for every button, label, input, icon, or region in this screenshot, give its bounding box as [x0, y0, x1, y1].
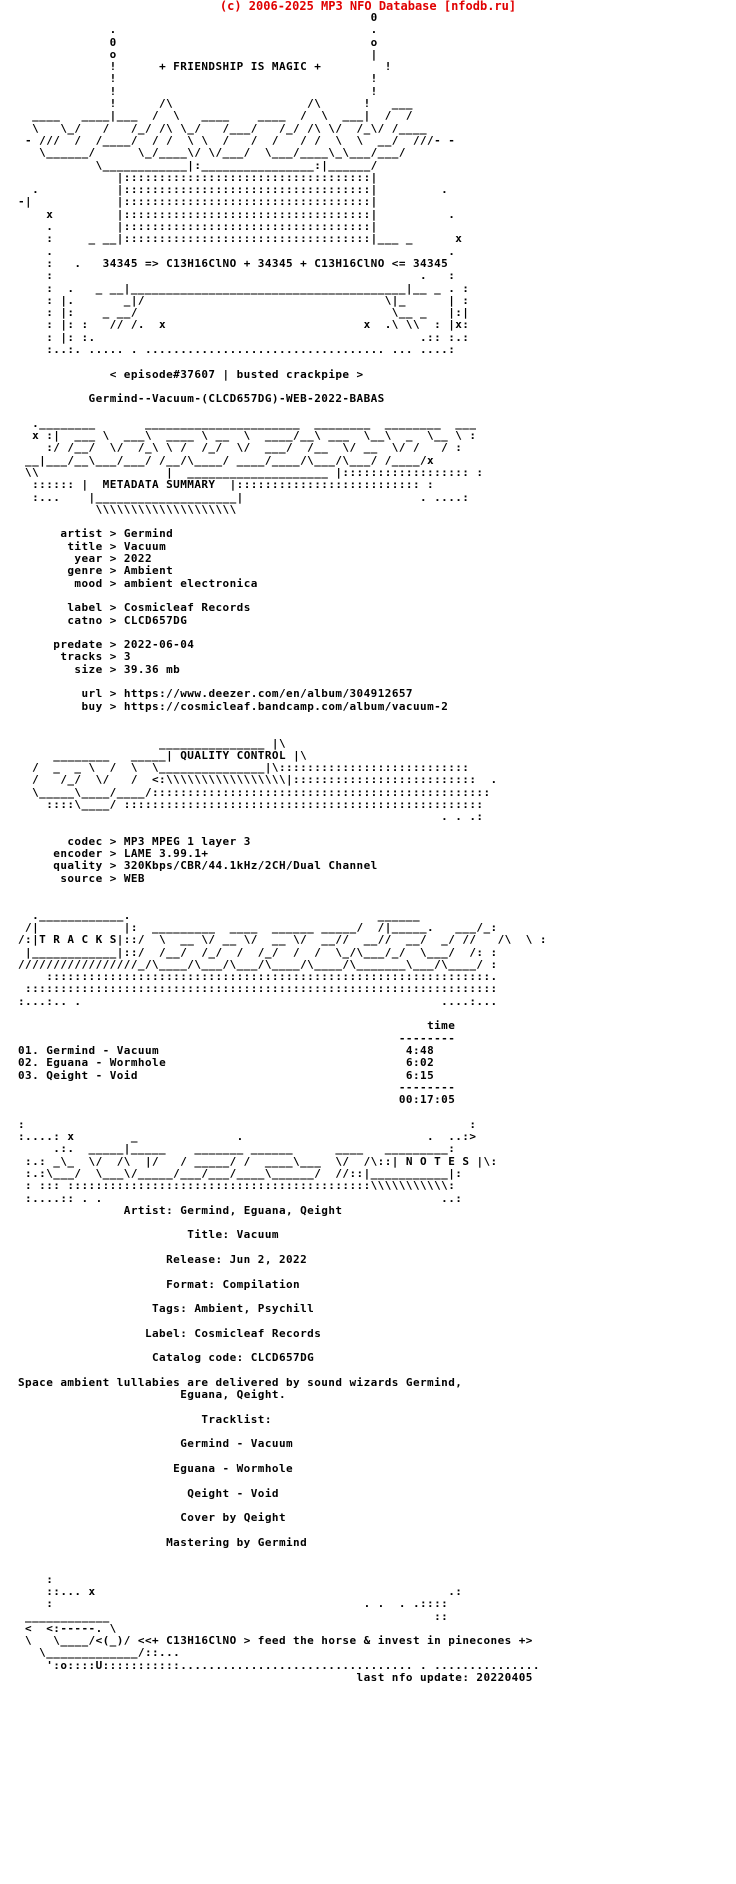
ascii-art: 0 . . 0 o o | — [109, 11, 378, 61]
codec-value: MP3 MPEG 1 layer 3 — [123, 834, 251, 848]
quality-title: QUALITY CONTROL — [180, 748, 287, 762]
ascii-art: .____________. ______ /| |: _________ ____ ______ _____/ /|_____. ___/_: /:| — [18, 908, 498, 947]
genre-value: Ambient — [123, 564, 174, 578]
episode-line: < episode#37607 | busted crackpipe > — [109, 367, 364, 381]
note-line: Artist: Germind, Eguana, Qeight — [123, 1203, 343, 1217]
note-line: Qeight - Void — [187, 1486, 279, 1500]
note-line: Label: Cosmicleaf Records — [144, 1326, 322, 1340]
note-line: Cover by Qeight — [180, 1511, 287, 1525]
url-value: https://www.deezer.com/en/album/304912657 — [123, 687, 413, 701]
label-value: Cosmicleaf Records — [123, 601, 251, 615]
title-value: Vacuum — [123, 539, 167, 553]
note-line: Catalog code: CLCD657DG — [152, 1351, 315, 1365]
quality-value: 320Kbps/CBR/44.1kHz/2CH/Dual Channel — [123, 859, 378, 873]
ascii-art: .________ ______________________ ________ ________ ___ x :| ___ \ ___\ ____ \ __ \ ____/__\ ___ \__\ _ \__ \ : :/ /__/ \/ /_\ \ / /_/ \/ ___/ /__ \/ __ \/ / / : __|___/__\___/___/ /__/\____/ ____/____/\___/\___/ /____/x \\ | ____________________ |:::::::::::::::::: : — [25, 416, 484, 479]
catno-value: CLCD657DG — [123, 613, 188, 627]
ascii-art: |____________|::/ /__/ /_/ / /_/ / / \_/\___/_/ \___/ /: : /////////////////_/\____/\___/\___/\____/\____/\_______\___/\____/ : :::::::::::::::::::::::::::::::::::::::::::::::::::::::::::::::. ::::::::::::::::::::::::::::::::::::::::::::::::::::::::::::::::::: :...:.. . ....:... — [18, 945, 498, 1008]
label-label: label — [67, 601, 103, 615]
artist-value: Germind — [123, 527, 174, 541]
tagline: + FRIENDSHIP IS MAGIC + — [159, 60, 322, 74]
ascii-art: \_____________/::... ':o::::U:::::::::::................................. . ............... — [39, 1646, 540, 1672]
genre-label: genre — [67, 564, 103, 578]
track-row — [18, 1044, 434, 1057]
track-number: 03. — [18, 1068, 40, 1082]
track-row — [18, 1056, 434, 1069]
size-value: 39.36 mb — [123, 662, 181, 676]
size-label: size — [74, 662, 103, 676]
track-time: 6:02 — [405, 1056, 435, 1070]
note-line: Germind - Vacuum — [180, 1437, 294, 1451]
tracks-title: T R A C K S — [39, 933, 117, 947]
year-label: year — [74, 552, 103, 566]
track-time: 6:15 — [405, 1068, 435, 1082]
track-number: 01. — [18, 1043, 40, 1057]
ascii-art: : : :....: x _ . . ..:> .:. _____|_____ _______ ______ ____ _________: :.: _\_ \/ /\ |/ / _____/ / ____\___ \/ /\::| — [18, 1117, 477, 1168]
note-line: Format: Compilation — [166, 1277, 301, 1291]
year-value: 2022 — [123, 552, 153, 566]
tracks-value: 3 — [123, 650, 131, 664]
ascii-art: : . : : . _ __|_______________________________________|__ _ . : : |. _|/ \|_ | : : |: _ __/ \__ _ |:| : |: : // /. x x .\ \\ : |x: : |: :. .:: :.: :..:. ..... . .................................. ... ....: — [46, 269, 470, 357]
artist-label: artist — [60, 527, 103, 541]
buy-value: https://cosmicleaf.bandcamp.com/album/vacuum-2 — [123, 699, 449, 713]
formula-line: 34345 => C13H16ClNO + 34345 + C13H16ClNO <= 34345 — [102, 256, 449, 270]
mood-label: mood — [74, 576, 103, 590]
track-number: 02. — [18, 1056, 40, 1070]
source-label: source — [60, 871, 103, 885]
ascii-art: / _ _ \ / \ \_______________|\::::::::::::::::::::::::::: / /_/ \/ / <:\\\\\\\\\\\\\\\\\|:::::::::::::::::::::::::: . \_____\____/____/:::::::::::::::::::::::::::::::::::::::::::::::: ::::\____/ ::::::::::::::::::::::::::::::::::::::::::::::::::: . . .: — [32, 761, 498, 824]
note-line: Space ambient lullabies are delivered by sound wizards Germind, — [18, 1375, 463, 1389]
ascii-art: :.:\___/ \___\/_____/___/___/____\______/ //::|___________|: : ::: :::::::::::::::::::::::::::::::::::::::::::\\\\\\\\\\\: :....:: . . ..: — [25, 1166, 463, 1205]
note-line: Mastering by Germind — [166, 1535, 308, 1549]
ascii-art: ! ! ! ! ! /\ /\ ! ___ ____ ____|___ / \ ____ ____ / \ ___| / / \ \_/ / /_/ /\ \_/ /___/ /_/ /\ \/ /_\/ /____ - /// / /____/ / / \ \ / / / / / \ \ __/ ///- - \______/ \_/____\/ \/___/ \___/____\_\___/___/ \____________|:________________:|______/ |:::::::::::::::::::::::::::::::::::| . |:::::::::::::::::::::::::::::::::::| . -| |:::::::::::::::::::::::::::::::::::| x |:::::::::::::::::::::::::::::::::::| . . |:::::::::::::::::::::::::::::::::::| : _ __|:::::::::::::::::::::::::::::::::::|___ _ x . . — [18, 72, 463, 258]
buy-label: buy — [81, 699, 103, 713]
notes-title: N O T E S — [405, 1154, 470, 1168]
title-label: title — [67, 539, 103, 553]
track-name: Germind - Vacuum — [46, 1043, 160, 1057]
tracks-label: tracks — [60, 650, 103, 664]
note-line: Release: Jun 2, 2022 — [166, 1252, 308, 1266]
predate-label: predate — [53, 638, 103, 652]
codec-label: codec — [67, 834, 103, 848]
catno-label: catno — [67, 613, 103, 627]
note-line: Tags: Ambient, Psychill — [152, 1302, 315, 1316]
ascii-art: : ::... x .: : . . . .:::: ____________ :: < <:-----. \ — [25, 1572, 463, 1635]
time-header: time — [427, 1019, 456, 1033]
note-line: Eguana, Qeight. — [180, 1388, 287, 1402]
release-name: Germind--Vacuum-(CLCD657DG)-WEB-2022-BABAS — [88, 392, 385, 406]
mood-value: ambient electronica — [123, 576, 258, 590]
note-line: Tracklist: — [201, 1412, 272, 1426]
track-time: 4:48 — [405, 1043, 435, 1057]
footer-slogan: <<+ C13H16ClNO > feed the horse & invest in pinecones +> — [137, 1634, 533, 1648]
source-value: WEB — [123, 871, 145, 885]
predate-value: 2022-06-04 — [123, 638, 195, 652]
total-time: 00:17:05 — [398, 1093, 456, 1107]
ascii-art: :... |____________________| . ....: \\\\\\\\\\\\\\\\\\\\ — [32, 490, 470, 516]
track-name: Qeight - Void — [46, 1068, 138, 1082]
nfo-text: 0 . . 0 o o | ! + FRIENDSHIP IS MAGIC + ! ! ! ! ! ! /\ /\ ! ___ ____ ____|___ / \ ____ ____ / \ ___| / / \ \_/ / /_/ /\ \_/ /___/ /_/ /\ \/ /_\/ /____ - /// / /____/ / / \ \ / / / / / \ \ __/ ///- - \______/ \_/____\/ \/___/ \___/____\_\___/___/ \____________|:________________:|______/ |:::::::::::::::::::::::::::::::::::| . |:::::::::::::::::::::::::::::::::::| . -| |:::::::::::::::::::::::::::::::::::| x |:::::::::::::::::::::::::::::::::::| . . |:::::::::::::::::::::::::::::::::::| : _ __|:::::::::::::::::::::::::::::::::::|___ _ x . . : . 34345 => C13H16ClNO + 34345 + C13H16ClNO <= 34345 : . : : . _ __|_______________________________________|__ _ . : : |. _|/ \|_ | : : |: _ __/ \__ _ |:| : |: : // /. x x .\ \\ : |x: : |: :. .:: :.: :..:. ..... . .................................. ... ....: < episode#37607 | busted crackpipe > Germind--Vacuum-(CLCD657DG)-WEB-2022-BABAS .________ ______________________ ________ ________ ___ x :| ___ \ ___\ ____ \ __ \ ____/__\ ___ \__\ _ \__ \ : :/ /__/ \/ /_\ \ / /_/ \/ ___/ /__ \/ __ \/ / / : __|___/__\___/___/ /__/\____/ ____/____/\___/\___/ /____/x \\ | ____________________ |:::::::::::::::::: : :::::: | METADATA SUMMARY |:::::::::::::::::::::::::: : :... |____________________| . ....: \\\\\\\\\\\\\\\\\\\\ artist > Germind title > Vacuum year > 2022 genre > Ambient mood > ambient electronica label > Cosmicleaf Records catno > CLCD657DG predate > 2022-06-04 tracks > 3 size > 39.36 mb url > https://www.deezer.com/en/album/304912657 buy > https://cosmicleaf.bandcamp.com/album/vacuum-2 _______________ |\ ________ _____| QUALITY CONTROL |\ / _ _ \ / \ \_______________|\::::::::::::::::::::::::::: / /_/ \/ / <:\\\\\\\\\\\\\\\\\|:::::::::::::::::::::::::: . \_____\____/____/:::::::::::::::::::::::::::::::::::::::::::::::: ::::\____/ ::::::::::::::::::::::::::::::::::::::::::::::::::: . . .: codec > MP3 MPEG 1 layer 3 encoder > LAME 3.99.1+ quality > 320Kbps/CBR/44.1kHz/2CH/Dual Channel source > WEB .____________. ______ /| |: _________ ____ ______ _____/ /|_____. ___/_: /:|T R A C K S|::/ \ __ \/ __ \/ __ \/ __// __// __/ _/ // /\ \ : |____________|::/ /__/ /_/ / /_/ / / \_/\___/_/ \___/ /: : /////////////////_/\____/\___/\___/\____/\____/\_______\___/\____/ : :::::::::::::::::::::::::::::::::::::::::::::::::::::::::::::::. ::::::::::::::::::::::::::::::::::::::::::::::::::::::::::::::::::: :...:.. . ....:... time -------- 01. Germind - Vacuum 4:48 02. Eguana - Wormhole 6:02 03. Qeight - Void 6:15 -------- 00:17:05 : : :....: x _ . . ..:> .:. _____|_____ _______ ______ ____ _________: :.: _\_ \/ /\ |/ / _____/ / ____\___ \/ /\::| N O T E S |\: :.:\___/ \___\/_____/___/___/____\______/ //::|___________|: : ::: :::::::::::::::::::::::::::::::::::::::::::\\\\\\\\\\\: :....:: . . ..: Artist: Germind, Eguana, Qeight Title: Vacuum Release: Jun 2, 2022 Format: Compilation Tags: Ambient, Psychill Label: Cosmicleaf Records Catalog code: CLCD657DG Space ambient lullabies are delivered by sound wizards Germind, Eguana, Qeight. Tracklist: Germind - Vacuum Eguana - Wormhole Qeight - Void Cover by Qeight Mastering by Germind : ::... x .: : . . . .:::: ____________ :: < <:-----. \ \ \____/<(_)/ <<+ C13H16ClNO > feed the horse & invest in pinecones +> \_____________/::... ':o::::U:::::::::::................................. . ............... last nfo update: 20220405 — [18, 11, 547, 1685]
encoder-value: LAME 3.99.1+ — [123, 847, 209, 861]
note-line: Title: Vacuum — [187, 1228, 279, 1242]
last-update: last nfo update: 20220405 — [356, 1671, 533, 1685]
encoder-label: encoder — [53, 847, 103, 861]
note-line: Eguana - Wormhole — [173, 1462, 294, 1476]
url-label: url — [81, 687, 103, 701]
metadata-title: METADATA SUMMARY — [102, 478, 216, 492]
ascii-art: _______________ |\ ________ _____| — [53, 736, 286, 762]
copyright-banner: (c) 2006-2025 MP3 NFO Database [nfodb.ru] — [219, 0, 517, 13]
quality-label: quality — [53, 859, 103, 873]
track-row — [18, 1069, 434, 1082]
track-name: Eguana - Wormhole — [46, 1056, 167, 1070]
